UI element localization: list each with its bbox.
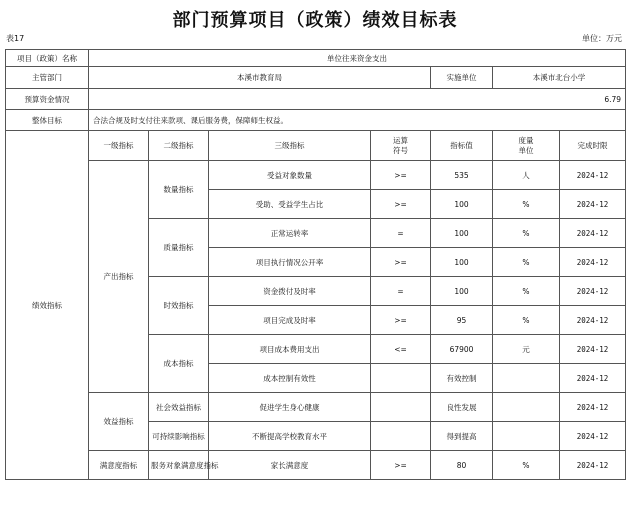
indicator-name: 受益对象数量 [209, 161, 371, 190]
dept-label: 主管部门 [6, 67, 89, 89]
header-unit: 度量单位 [493, 131, 560, 161]
indicator-unit: % [493, 277, 560, 306]
indicator-time: 2024-12 [560, 219, 626, 248]
indicator-name: 项目完成及时率 [209, 306, 371, 335]
group-cost: 成本指标 [149, 335, 209, 393]
header-time: 完成时限 [560, 131, 626, 161]
group-timeliness: 时效指标 [149, 277, 209, 335]
impl-value: 本溪市北台小学 [493, 67, 626, 89]
row-department [6, 67, 626, 89]
indicator-value: 67900 [431, 335, 493, 364]
overall-label: 整体目标 [6, 110, 89, 131]
row-project-name [6, 50, 626, 67]
indicator-name: 成本控制有效性 [209, 364, 371, 393]
header-l1: 一级指标 [89, 131, 149, 161]
group-service-obj: 服务对象满意度指标 [149, 451, 209, 480]
overall-value: 合法合规及时支付往来款项、课后服务费，保障师生权益。 [89, 110, 626, 131]
indicator-value: 100 [431, 248, 493, 277]
group-social: 社会效益指标 [149, 393, 209, 422]
indicator-unit: % [493, 248, 560, 277]
indicator-time: 2024-12 [560, 393, 626, 422]
indicator-time: 2024-12 [560, 161, 626, 190]
group-quantity: 数量指标 [149, 161, 209, 219]
indicator-unit: % [493, 190, 560, 219]
indicator-unit [493, 393, 560, 422]
indicator-time: 2024-12 [560, 422, 626, 451]
indicator-time: 2024-12 [560, 451, 626, 480]
indicator-unit [493, 422, 560, 451]
indicator-name: 正常运转率 [209, 219, 371, 248]
header-op: 运算符号 [371, 131, 431, 161]
row-budget [6, 89, 626, 110]
indicator-value: 有效控制 [431, 364, 493, 393]
indicator-time: 2024-12 [560, 335, 626, 364]
indicator-unit [493, 364, 560, 393]
table-row [6, 393, 626, 422]
indicator-value: 100 [431, 219, 493, 248]
indicator-op: >= [371, 451, 431, 480]
indicator-unit: 元 [493, 335, 560, 364]
indicator-time: 2024-12 [560, 277, 626, 306]
group-satisfaction: 满意度指标 [89, 451, 149, 480]
header-val: 指标值 [431, 131, 493, 161]
project-name-value: 单位往来资金支出 [89, 50, 626, 67]
indicator-time: 2024-12 [560, 248, 626, 277]
group-quality: 质量指标 [149, 219, 209, 277]
indicator-value: 80 [431, 451, 493, 480]
indicator-value: 得到提高 [431, 422, 493, 451]
project-name-label: 项目（政策）名称 [6, 50, 89, 67]
indicator-value: 100 [431, 190, 493, 219]
indicator-op [371, 422, 431, 451]
table-row [6, 451, 626, 480]
indicator-time: 2024-12 [560, 190, 626, 219]
header-l2: 二级指标 [149, 131, 209, 161]
indicator-name: 促进学生身心健康 [209, 393, 371, 422]
indicator-time: 2024-12 [560, 364, 626, 393]
indicator-name: 资金拨付及时率 [209, 277, 371, 306]
row-headers [6, 131, 626, 161]
performance-table [5, 49, 626, 480]
unit-label: 单位：万元 [582, 34, 622, 43]
indicator-unit: % [493, 451, 560, 480]
indicator-name: 项目成本费用支出 [209, 335, 371, 364]
indicator-op: <= [371, 335, 431, 364]
budget-label: 预算资金情况 [6, 89, 89, 110]
row-overall-goal [6, 110, 626, 131]
budget-value: 6.79 [89, 89, 626, 110]
page-title: 部门预算项目（政策）绩效目标表 [172, 10, 458, 31]
table-row [6, 161, 626, 190]
indicator-op [371, 364, 431, 393]
group-benefit: 效益指标 [89, 393, 149, 451]
perf-label: 绩效指标 [6, 131, 89, 480]
indicator-op: = [371, 277, 431, 306]
group-sustain: 可持续影响指标 [149, 422, 209, 451]
indicator-unit: % [493, 219, 560, 248]
impl-label: 实施单位 [431, 67, 493, 89]
indicator-name: 家长满意度 [209, 451, 371, 480]
indicator-name: 受助、受益学生占比 [209, 190, 371, 219]
indicator-time: 2024-12 [560, 306, 626, 335]
indicator-name: 不断提高学校教育水平 [209, 422, 371, 451]
header-l3: 三级指标 [209, 131, 371, 161]
indicator-name: 项目执行情况公开率 [209, 248, 371, 277]
indicator-value: 良性发展 [431, 393, 493, 422]
indicator-unit: % [493, 306, 560, 335]
indicator-op: >= [371, 190, 431, 219]
group-output: 产出指标 [89, 161, 149, 393]
indicator-value: 535 [431, 161, 493, 190]
indicator-value: 95 [431, 306, 493, 335]
table-number: 表17 [6, 34, 25, 43]
indicator-op: >= [371, 161, 431, 190]
dept-value: 本溪市教育局 [89, 67, 431, 89]
indicator-op: = [371, 219, 431, 248]
indicator-op [371, 393, 431, 422]
indicator-value: 100 [431, 277, 493, 306]
indicator-op: >= [371, 306, 431, 335]
indicator-op: >= [371, 248, 431, 277]
indicator-unit: 人 [493, 161, 560, 190]
